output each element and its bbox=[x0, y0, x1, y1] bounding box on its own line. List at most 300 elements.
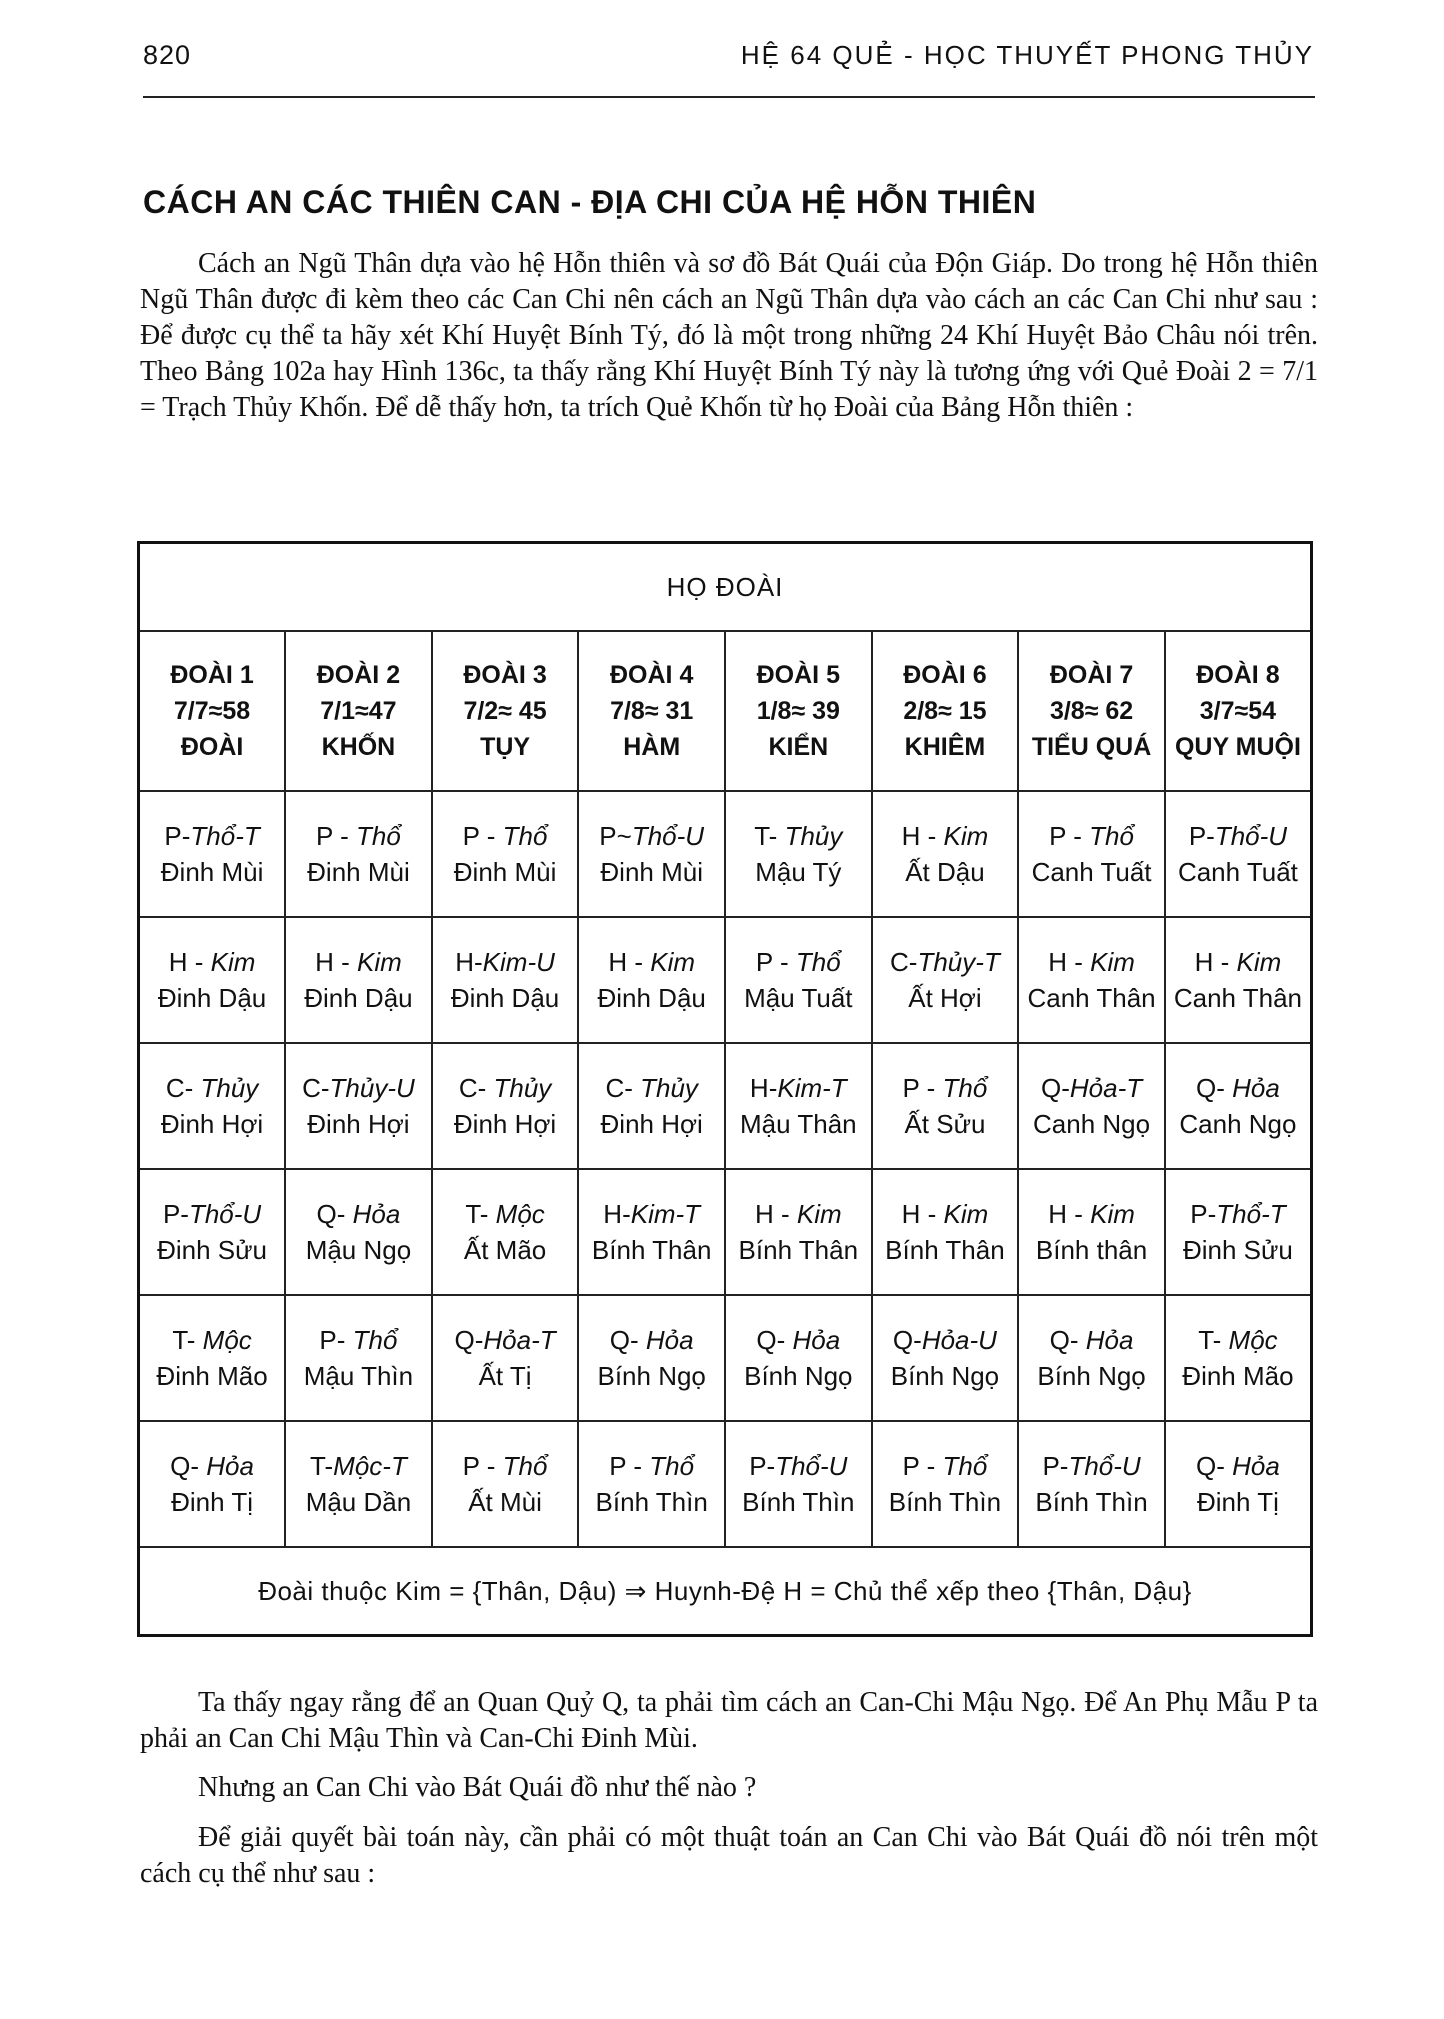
line-cell bbox=[139, 791, 286, 917]
line-mark: -U bbox=[969, 1325, 997, 1355]
hexagram-code: 2/8≈ 15 bbox=[903, 697, 987, 725]
hexagram-name: ĐOÀI 7 bbox=[1049, 661, 1134, 689]
line-cell bbox=[725, 1043, 872, 1169]
role-code: Q- bbox=[1040, 1073, 1070, 1103]
line-cell bbox=[578, 791, 725, 917]
hexagram-code: 1/8≈ 39 bbox=[756, 697, 840, 725]
role-code: H - bbox=[901, 1199, 944, 1229]
element-name: Thổ bbox=[942, 1451, 988, 1481]
hexagram-header-cell bbox=[725, 631, 872, 791]
element-name: Thổ bbox=[631, 821, 677, 851]
line-cell bbox=[285, 791, 432, 917]
hexagram-header-cell bbox=[285, 631, 432, 791]
role-element bbox=[140, 1322, 284, 1358]
role-element bbox=[726, 818, 871, 854]
line-cell bbox=[432, 1295, 579, 1421]
element-name: Hỏa bbox=[1232, 1073, 1280, 1103]
hexagram-code: 3/7≈54 bbox=[1199, 697, 1277, 725]
table-row bbox=[139, 1421, 1312, 1547]
hexagram-hexagram: KHỐN bbox=[321, 733, 396, 761]
can-chi: Mậu Thìn bbox=[303, 1361, 414, 1391]
line-cell bbox=[432, 791, 579, 917]
role-code: H - bbox=[168, 947, 211, 977]
element-name: Hỏa bbox=[352, 1199, 401, 1229]
can-chi: Đinh Mùi bbox=[453, 857, 557, 887]
role-code: H - bbox=[754, 1199, 797, 1229]
line-mark: -U bbox=[1259, 821, 1288, 851]
role-element bbox=[1019, 1448, 1164, 1484]
line-cell bbox=[725, 791, 872, 917]
can-chi: Ất Sửu bbox=[904, 1109, 986, 1139]
can-chi: Bính Ngọ bbox=[597, 1361, 706, 1391]
element-name: Kim bbox=[796, 1199, 842, 1229]
line-mark: -U bbox=[1113, 1451, 1141, 1481]
line-cell bbox=[872, 1295, 1019, 1421]
hexagram-hexagram: KIỂN bbox=[768, 733, 829, 761]
line-mark: -T bbox=[531, 1325, 556, 1355]
line-cell bbox=[139, 1295, 286, 1421]
role-element bbox=[1019, 1322, 1164, 1358]
role-element bbox=[1166, 1448, 1310, 1484]
line-mark: -T bbox=[675, 1199, 701, 1229]
element-name: Mộc bbox=[1228, 1325, 1278, 1355]
element-name: Thổ bbox=[795, 947, 841, 977]
role-element bbox=[433, 1196, 578, 1232]
line-cell bbox=[725, 1169, 872, 1295]
can-chi: Bính Ngọ bbox=[890, 1361, 1000, 1391]
role-element bbox=[433, 818, 578, 854]
role-element bbox=[140, 1196, 284, 1232]
role-code: C- bbox=[165, 1073, 201, 1103]
line-cell bbox=[1165, 917, 1312, 1043]
header-divider bbox=[143, 96, 1315, 98]
element-name: Kim bbox=[1236, 947, 1282, 977]
role-element bbox=[140, 1448, 284, 1484]
hexagram-name: ĐOÀI 5 bbox=[756, 661, 840, 689]
hexagram-name: ĐOÀI 8 bbox=[1196, 661, 1280, 689]
role-code: T- bbox=[172, 1325, 203, 1355]
table-row bbox=[139, 1295, 1312, 1421]
hexagram-code: 7/2≈ 45 bbox=[463, 697, 547, 725]
role-element bbox=[433, 1448, 578, 1484]
line-cell bbox=[725, 917, 872, 1043]
role-element bbox=[726, 1070, 871, 1106]
can-chi: Bính Thìn bbox=[888, 1487, 1002, 1517]
role-element bbox=[1166, 1322, 1310, 1358]
element-name: Kim bbox=[1090, 1199, 1135, 1229]
can-chi: Đinh Dậu bbox=[450, 983, 560, 1013]
line-cell bbox=[1018, 1295, 1165, 1421]
role-element bbox=[579, 1196, 724, 1232]
hexagram-code: 7/1≈47 bbox=[320, 697, 397, 725]
element-name: Kim bbox=[777, 1073, 823, 1103]
can-chi: Canh Tuất bbox=[1031, 857, 1152, 887]
element-name: Thổ bbox=[1089, 821, 1134, 851]
line-mark: -T bbox=[235, 821, 260, 851]
line-rows bbox=[139, 791, 1312, 1547]
can-chi: Canh Ngọ bbox=[1033, 1109, 1151, 1139]
role-code: H - bbox=[1048, 947, 1091, 977]
role-code: H- bbox=[455, 947, 483, 977]
can-chi: Đinh Sửu bbox=[157, 1235, 268, 1265]
role-element bbox=[579, 1448, 724, 1484]
role-code: P - bbox=[902, 1073, 943, 1103]
role-element bbox=[286, 1196, 431, 1232]
role-element bbox=[286, 1070, 431, 1106]
role-code: P- bbox=[164, 821, 191, 851]
role-code: H - bbox=[608, 947, 651, 977]
role-code: Q- bbox=[1196, 1451, 1233, 1481]
hexagram-header-row bbox=[139, 631, 1312, 791]
role-element bbox=[579, 1322, 724, 1358]
paragraph-after-1: Ta thấy ngay rằng để an Quan Quỷ Q, ta phải tìm cách an Can-Chi Mậu Ngọ. Để An Phụ Mẫu P ta phải an Can Chi Mậu Thìn và Can-Chi Đinh Mùi. bbox=[140, 1687, 1318, 1754]
table-row bbox=[139, 917, 1312, 1043]
role-element bbox=[140, 1070, 284, 1106]
role-code: P- bbox=[1042, 1451, 1069, 1481]
line-cell bbox=[1018, 917, 1165, 1043]
can-chi: Ất Tị bbox=[478, 1361, 532, 1391]
line-cell bbox=[139, 1421, 286, 1547]
role-code: Q- bbox=[454, 1325, 484, 1355]
can-chi: Đinh Mão bbox=[1182, 1361, 1294, 1391]
element-name: Kim bbox=[943, 821, 989, 851]
line-cell bbox=[139, 1169, 286, 1295]
line-cell bbox=[578, 1169, 725, 1295]
hexagram-hexagram: TỤY bbox=[480, 733, 531, 761]
hexagram-header-cell bbox=[1165, 631, 1312, 791]
hexagram-name: ĐOÀI 1 bbox=[170, 661, 254, 689]
role-code: H- bbox=[749, 1073, 778, 1103]
role-element bbox=[1166, 818, 1310, 854]
paragraph-after-3: Để giải quyết bài toán này, cần phải có một thuật toán an Can Chi vào Bát Quái đồ nói trên một cách cụ thể như sau : bbox=[140, 1822, 1318, 1889]
role-element bbox=[726, 1196, 871, 1232]
role-element bbox=[140, 944, 284, 980]
can-chi: Ất Hợi bbox=[908, 983, 982, 1013]
intro-paragraph: Cách an Ngũ Thân dựa vào hệ Hỗn thiên và sơ đồ Bát Quái của Độn Giáp. Do trong hệ Hỗn thiên Ngũ Thân được đi kèm theo các Can Chi nên cách an Ngũ Thân dựa vào cách an các Can Chi như sau : Để được cụ thể ta hãy xét Khí Huyệt Bính Tý, đó là một trong những 24 Khí Huyệt Bảo Châu nói trên. Theo Bảng 102a hay Hình 136c, ta thấy rằng Khí Huyệt Bính Tý này là tương ứng với Quẻ Đoài 2 = 7/1 = Trạch Thủy Khốn. Để dễ thấy hơn, ta trích Quẻ Khốn từ họ Đoài của Bảng Hỗn thiên : bbox=[140, 248, 1318, 423]
table-title-row bbox=[139, 543, 1312, 632]
line-mark: -U bbox=[387, 1073, 415, 1103]
role-code: T- bbox=[754, 821, 785, 851]
role-code: H - bbox=[1194, 947, 1237, 977]
can-chi: Đinh Mùi bbox=[600, 857, 703, 887]
element-name: Thủy bbox=[784, 821, 843, 851]
line-cell bbox=[872, 791, 1019, 917]
element-name: Hỏa bbox=[1069, 1073, 1118, 1103]
hexagram-header-cell bbox=[432, 631, 579, 791]
element-name: Thổ bbox=[356, 821, 401, 851]
line-cell bbox=[285, 1043, 432, 1169]
element-name: Kim bbox=[1090, 947, 1135, 977]
role-code: H - bbox=[1048, 1199, 1091, 1229]
line-cell bbox=[725, 1421, 872, 1547]
line-mark: -T bbox=[822, 1073, 847, 1103]
element-name: Kim bbox=[210, 947, 256, 977]
line-cell bbox=[1165, 1295, 1312, 1421]
role-code: P- bbox=[162, 1199, 189, 1229]
can-chi: Bính Thân bbox=[885, 1235, 1005, 1265]
line-cell bbox=[1165, 1169, 1312, 1295]
line-cell bbox=[139, 1043, 286, 1169]
element-name: Thủy bbox=[640, 1073, 698, 1103]
role-code: T- bbox=[465, 1199, 496, 1229]
role-code: P - bbox=[1049, 821, 1090, 851]
can-chi: Mậu Tý bbox=[755, 857, 842, 887]
line-cell bbox=[872, 1421, 1019, 1547]
hexagram-hexagram: KHIÊM bbox=[904, 733, 986, 761]
role-code: P - bbox=[609, 1451, 650, 1481]
can-chi: Canh Tuất bbox=[1177, 857, 1298, 887]
role-code: T- bbox=[1198, 1325, 1229, 1355]
role-code: P~ bbox=[599, 821, 632, 851]
hexagram-hexagram: ĐOÀI bbox=[180, 733, 244, 761]
role-element bbox=[433, 1070, 578, 1106]
role-code: H- bbox=[603, 1199, 631, 1229]
can-chi: Đinh Mùi bbox=[160, 857, 264, 887]
can-chi: Bính Ngọ bbox=[744, 1361, 853, 1391]
can-chi: Mậu Dần bbox=[305, 1487, 412, 1517]
can-chi: Ất Dậu bbox=[905, 857, 985, 887]
role-element bbox=[286, 1448, 431, 1484]
role-code: P- bbox=[749, 1451, 776, 1481]
role-element bbox=[726, 1448, 871, 1484]
line-mark: -U bbox=[233, 1199, 262, 1229]
element-name: Kim bbox=[650, 947, 696, 977]
role-element bbox=[1019, 1196, 1164, 1232]
role-code: Q- bbox=[1196, 1073, 1233, 1103]
line-cell bbox=[432, 1169, 579, 1295]
can-chi: Canh Thân bbox=[1173, 983, 1303, 1013]
page-number: 820 bbox=[143, 40, 192, 70]
element-name: Thủy bbox=[200, 1073, 259, 1103]
ho-doai-table bbox=[137, 541, 1313, 1637]
line-cell bbox=[872, 1169, 1019, 1295]
can-chi: Mậu Tuất bbox=[744, 983, 853, 1013]
role-element bbox=[433, 944, 578, 980]
element-name: Hỏa bbox=[645, 1325, 694, 1355]
line-cell bbox=[1165, 791, 1312, 917]
can-chi: Bính Thìn bbox=[1035, 1487, 1148, 1517]
role-element bbox=[286, 1322, 431, 1358]
role-element bbox=[140, 818, 284, 854]
role-element bbox=[873, 1448, 1018, 1484]
can-chi: Bính Thìn bbox=[595, 1487, 708, 1517]
line-cell bbox=[1165, 1421, 1312, 1547]
role-element bbox=[873, 1196, 1018, 1232]
can-chi: Đinh Dậu bbox=[597, 983, 706, 1013]
element-name: Thủy bbox=[917, 947, 976, 977]
role-code: P - bbox=[902, 1451, 943, 1481]
role-code: C- bbox=[458, 1073, 494, 1103]
hexagram-header-cell bbox=[139, 631, 286, 791]
hexagram-code: 7/7≈58 bbox=[173, 697, 251, 725]
role-code: Q- bbox=[170, 1451, 207, 1481]
role-code: H - bbox=[901, 821, 944, 851]
role-code: Q- bbox=[1049, 1325, 1086, 1355]
hexagram-header-cell bbox=[1018, 631, 1165, 791]
element-name: Thổ bbox=[190, 821, 236, 851]
role-code: P - bbox=[755, 947, 796, 977]
role-code: C- bbox=[302, 1073, 330, 1103]
element-name: Thổ bbox=[1214, 821, 1260, 851]
line-cell bbox=[285, 1421, 432, 1547]
role-element bbox=[286, 944, 431, 980]
role-code: H - bbox=[315, 947, 357, 977]
role-code: P- bbox=[1188, 821, 1215, 851]
running-title: HỆ 64 QUẺ - HỌC THUYẾT PHONG THỦY bbox=[740, 40, 1314, 70]
can-chi: Đinh Dậu bbox=[157, 983, 267, 1013]
line-cell bbox=[432, 1421, 579, 1547]
table-footer-row bbox=[139, 1547, 1312, 1636]
hexagram-hexagram: TIỂU QUÁ bbox=[1031, 733, 1152, 761]
hexagram-name: ĐOÀI 3 bbox=[463, 661, 547, 689]
element-name: Thổ bbox=[502, 1451, 548, 1481]
can-chi: Đinh Tị bbox=[1196, 1487, 1279, 1517]
element-name: Hỏa bbox=[483, 1325, 532, 1355]
element-name: Thổ bbox=[775, 1451, 820, 1481]
line-cell bbox=[578, 917, 725, 1043]
role-element bbox=[1019, 818, 1164, 854]
role-element bbox=[726, 944, 871, 980]
role-code: C- bbox=[605, 1073, 641, 1103]
line-cell bbox=[139, 917, 286, 1043]
can-chi: Đinh Hợi bbox=[160, 1109, 264, 1139]
element-name: Thổ bbox=[1068, 1451, 1114, 1481]
role-element bbox=[1019, 1070, 1164, 1106]
can-chi: Bính Thân bbox=[591, 1235, 712, 1265]
can-chi: Mậu Ngọ bbox=[305, 1235, 412, 1265]
role-element bbox=[579, 1070, 724, 1106]
element-name: Mộc bbox=[495, 1199, 545, 1229]
element-name: Mộc bbox=[333, 1451, 383, 1481]
element-name: Hỏa bbox=[792, 1325, 841, 1355]
hexagram-hexagram: QUY MUỘI bbox=[1174, 733, 1301, 761]
can-chi: Ất Mão bbox=[463, 1235, 547, 1265]
line-mark: -T bbox=[382, 1451, 407, 1481]
line-mark: -U bbox=[527, 947, 555, 977]
section-title: CÁCH AN CÁC THIÊN CAN - ĐỊA CHI CỦA HỆ HỖN THIÊN bbox=[143, 184, 1037, 220]
role-code: T- bbox=[310, 1451, 334, 1481]
can-chi: Bính thân bbox=[1035, 1235, 1148, 1265]
element-name: Thủy bbox=[329, 1073, 388, 1103]
line-cell bbox=[432, 917, 579, 1043]
role-element bbox=[286, 818, 431, 854]
element-name: Hỏa bbox=[1085, 1325, 1134, 1355]
line-mark: -T bbox=[975, 947, 1000, 977]
table-row bbox=[139, 1169, 1312, 1295]
table-footer: Đoài thuộc Kim = {Thân, Dậu) ⇒ Huynh-Đệ H = Chủ thể xếp theo {Thân, Dậu} bbox=[139, 1547, 1312, 1636]
element-name: Hỏa bbox=[1232, 1451, 1280, 1481]
line-cell bbox=[1018, 1169, 1165, 1295]
role-element bbox=[726, 1322, 871, 1358]
element-name: Mộc bbox=[202, 1325, 252, 1355]
can-chi: Canh Thân bbox=[1027, 983, 1156, 1013]
role-element bbox=[873, 944, 1018, 980]
role-code: P - bbox=[316, 821, 357, 851]
can-chi: Bính Thân bbox=[738, 1235, 859, 1265]
hexagram-code: 7/8≈ 31 bbox=[610, 697, 694, 725]
role-element bbox=[873, 1070, 1018, 1106]
role-code: Q- bbox=[892, 1325, 922, 1355]
line-cell bbox=[1018, 791, 1165, 917]
can-chi: Ất Mùi bbox=[468, 1487, 542, 1517]
line-mark: -T bbox=[1261, 1199, 1286, 1229]
can-chi: Đinh Hợi bbox=[307, 1109, 410, 1139]
can-chi: Canh Ngọ bbox=[1179, 1109, 1297, 1139]
role-code: P- bbox=[1190, 1199, 1217, 1229]
role-element bbox=[579, 944, 724, 980]
line-cell bbox=[1165, 1043, 1312, 1169]
hexagram-name: ĐOÀI 6 bbox=[903, 661, 987, 689]
table-title: HỌ ĐOÀI bbox=[139, 543, 1312, 632]
hexagram-name: ĐOÀI 4 bbox=[610, 661, 694, 689]
role-code: Q- bbox=[316, 1199, 353, 1229]
role-element bbox=[579, 818, 724, 854]
can-chi: Bính Ngọ bbox=[1037, 1361, 1146, 1391]
can-chi: Đinh Mão bbox=[156, 1361, 268, 1391]
element-name: Thổ bbox=[1216, 1199, 1262, 1229]
element-name: Thủy bbox=[493, 1073, 552, 1103]
line-cell bbox=[578, 1295, 725, 1421]
line-cell bbox=[872, 917, 1019, 1043]
role-element bbox=[1166, 1196, 1310, 1232]
line-cell bbox=[725, 1295, 872, 1421]
paragraph-after-2: Nhưng an Can Chi vào Bát Quái đồ như thế nào ? bbox=[198, 1772, 757, 1803]
line-cell bbox=[578, 1043, 725, 1169]
role-element bbox=[1166, 1070, 1310, 1106]
line-cell bbox=[432, 1043, 579, 1169]
line-cell bbox=[578, 1421, 725, 1547]
element-name: Thổ bbox=[942, 1073, 988, 1103]
element-name: Thổ bbox=[352, 1325, 398, 1355]
can-chi: Đinh Mùi bbox=[307, 857, 410, 887]
element-name: Thổ bbox=[188, 1199, 234, 1229]
role-element bbox=[1166, 944, 1310, 980]
hexagram-hexagram: HÀM bbox=[623, 733, 681, 761]
role-element bbox=[1019, 944, 1164, 980]
line-cell bbox=[285, 917, 432, 1043]
line-cell bbox=[1018, 1043, 1165, 1169]
line-cell bbox=[285, 1169, 432, 1295]
role-code: P- bbox=[319, 1325, 353, 1355]
role-element bbox=[873, 818, 1018, 854]
can-chi: Bính Thìn bbox=[742, 1487, 855, 1517]
table-row bbox=[139, 791, 1312, 917]
element-name: Kim bbox=[630, 1199, 676, 1229]
can-chi: Đinh Sửu bbox=[1182, 1235, 1293, 1265]
element-name: Thổ bbox=[649, 1451, 695, 1481]
line-mark: -U bbox=[676, 821, 705, 851]
can-chi: Mậu Thân bbox=[740, 1109, 857, 1139]
role-element bbox=[873, 1322, 1018, 1358]
line-mark: -T bbox=[1117, 1073, 1143, 1103]
hexagram-code: 3/8≈ 62 bbox=[1049, 697, 1134, 725]
role-code: Q- bbox=[756, 1325, 793, 1355]
role-code: C- bbox=[890, 947, 918, 977]
table-row bbox=[139, 1043, 1312, 1169]
element-name: Kim bbox=[356, 947, 402, 977]
element-name: Thổ bbox=[502, 821, 548, 851]
line-cell bbox=[872, 1043, 1019, 1169]
element-name: Kim bbox=[482, 947, 528, 977]
role-element bbox=[433, 1322, 578, 1358]
element-name: Hỏa bbox=[921, 1325, 970, 1355]
hexagram-name: ĐOÀI 2 bbox=[316, 661, 401, 689]
element-name: Kim bbox=[943, 1199, 989, 1229]
can-chi: Đinh Hợi bbox=[453, 1109, 557, 1139]
can-chi: Đinh Dậu bbox=[304, 983, 413, 1013]
can-chi: Đinh Tị bbox=[171, 1487, 253, 1517]
hexagram-header-cell bbox=[872, 631, 1019, 791]
